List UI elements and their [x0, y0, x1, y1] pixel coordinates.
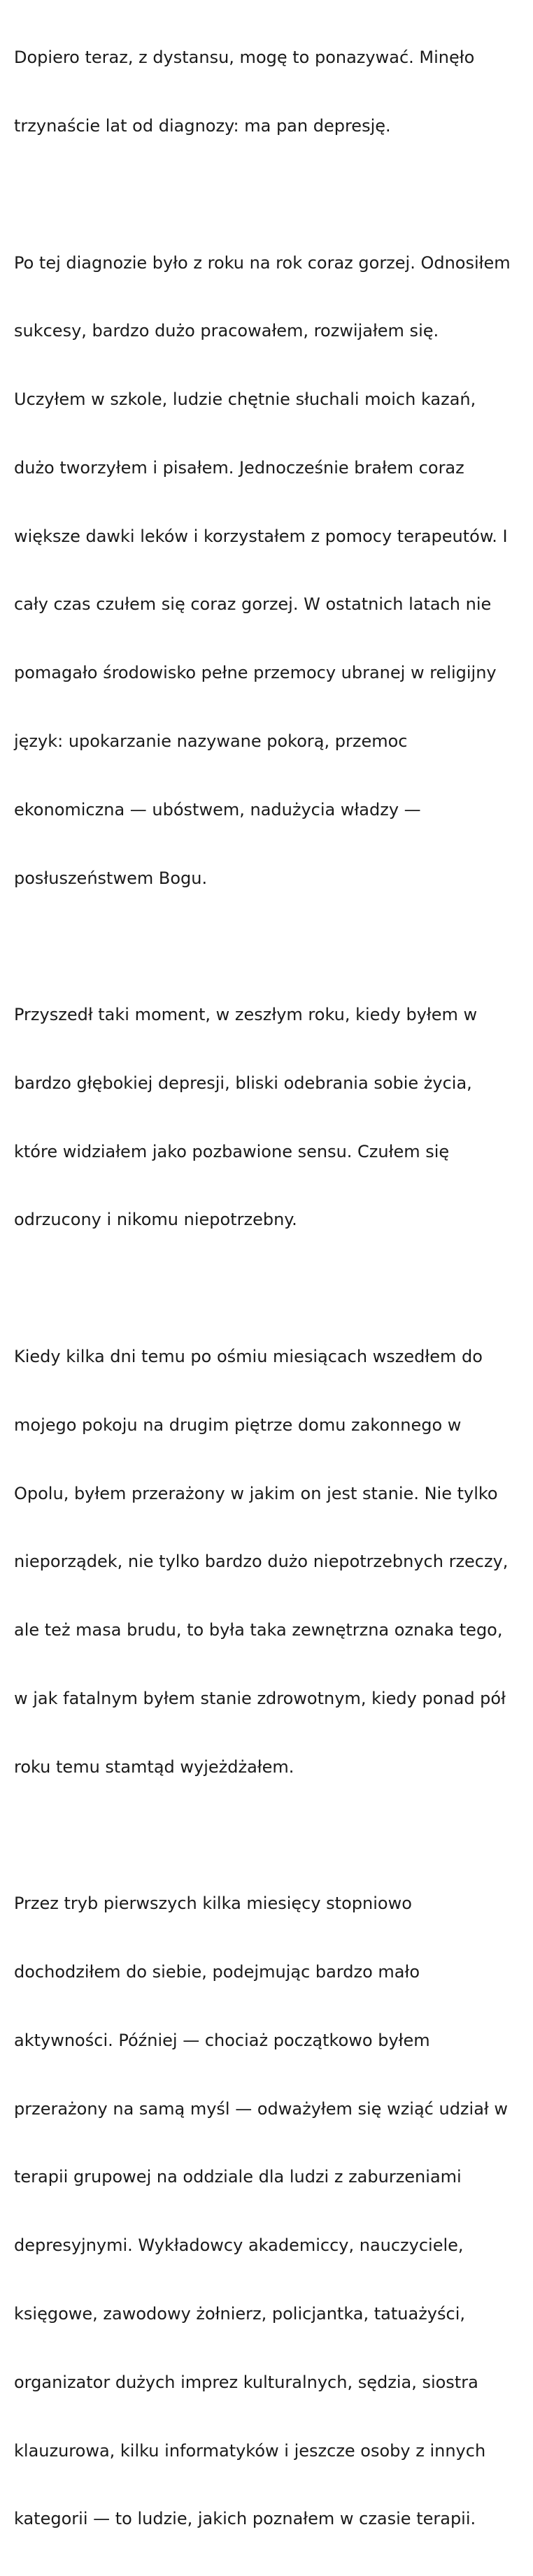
- text-line: dochodziłem do siebie, podejmując bardzo mało: [14, 1962, 420, 1982]
- paragraph-2: [14, 206, 533, 935]
- text-line: klauzurowa, kilku informatyków i jeszcze osoby z innych: [14, 2440, 486, 2461]
- text-line: Opolu, byłem przerażony w jakim on jest stanie. Nie tylko: [14, 1483, 498, 1503]
- text-line: Przez tryb pierwszych kilka miesięcy stopniowo: [14, 1894, 412, 1914]
- text-line: terapii grupowej na oddziale dla ludzi z zaburzeniami: [14, 2167, 462, 2187]
- text-line: nieporządek, nie tylko bardzo dużo niepotrzebnych rzeczy,: [14, 1552, 509, 1572]
- text-line: język: upokarzanie nazywane pokorą, przemoc: [14, 731, 408, 751]
- text-line: ekonomiczna — ubóstwem, nadużycia władzy —: [14, 799, 421, 820]
- text-line: Po tej diagnozie było z roku na rok coraz gorzej. Odnosiłem: [14, 252, 511, 273]
- paragraph-4: [14, 1300, 533, 1824]
- text-line: Przyszedł taki moment, w zeszłym roku, kiedy byłem w: [14, 1005, 478, 1025]
- text-line: Kiedy kilka dni temu po ośmiu miesiącach wszedłem do: [14, 1347, 483, 1367]
- paragraph-5: [14, 1847, 533, 2576]
- text-line: cały czas czułem się coraz gorzej. W ostatnich latach nie: [14, 594, 492, 615]
- text-line: sukcesy, bardzo dużo pracowałem, rozwijałem się.: [14, 321, 439, 341]
- text-line: w jak fatalnym byłem stanie zdrowotnym, kiedy ponad pół: [14, 1688, 506, 1708]
- paragraph-1: [14, 0, 533, 183]
- text-line: Dopiero teraz, z dystansu, mogę to ponazywać. Minęło: [14, 48, 475, 68]
- text-line: roku temu stamtąd wyjeżdżałem.: [14, 1756, 294, 1777]
- text-line: przerażony na samą myśl — odważyłem się wziąć udział w: [14, 2098, 508, 2119]
- text-line: trzynaście lat od diagnozy: ma pan depresję.: [14, 115, 391, 136]
- text-line: bardzo głębokiej depresji, bliski odebrania sobie życia,: [14, 1073, 472, 1093]
- text-line: pomagało środowisko pełne przemocy ubranej w religijny: [14, 663, 497, 683]
- text-line: księgowe, zawodowy żołnierz, policjantka, tatuażyści,: [14, 2303, 465, 2324]
- text-line: dużo tworzyłem i pisałem. Jednocześnie brałem coraz: [14, 457, 464, 478]
- text-line: aktywności. Później — chociaż początkowo byłem: [14, 2030, 430, 2050]
- text-line: ale też masa brudu, to była taka zewnętrzna oznaka tego,: [14, 1620, 503, 1640]
- text-line: większe dawki leków i korzystałem z pomocy terapeutów. I: [14, 526, 508, 546]
- text-line: mojego pokoju na drugim piętrze domu zakonnego w: [14, 1415, 462, 1435]
- text-line: kategorii — to ludzie, jakich poznałem w czasie terapii.: [14, 2509, 476, 2529]
- text-line: posłuszeństwem Bogu.: [14, 868, 208, 888]
- post-body: [14, 0, 533, 2576]
- text-line: Uczyłem w szkole, ludzie chętnie słuchali moich kazań,: [14, 389, 476, 410]
- text-line: odrzucony i nikomu niepotrzebny.: [14, 1210, 297, 1230]
- text-line: depresyjnymi. Wykładowcy akademiccy, nauczyciele,: [14, 2235, 464, 2256]
- text-line: które widziałem jako pozbawione sensu. Czułem się: [14, 1141, 450, 1161]
- text-line: organizator dużych imprez kulturalnych, sędzia, siostra: [14, 2372, 478, 2392]
- paragraph-3: [14, 958, 533, 1277]
